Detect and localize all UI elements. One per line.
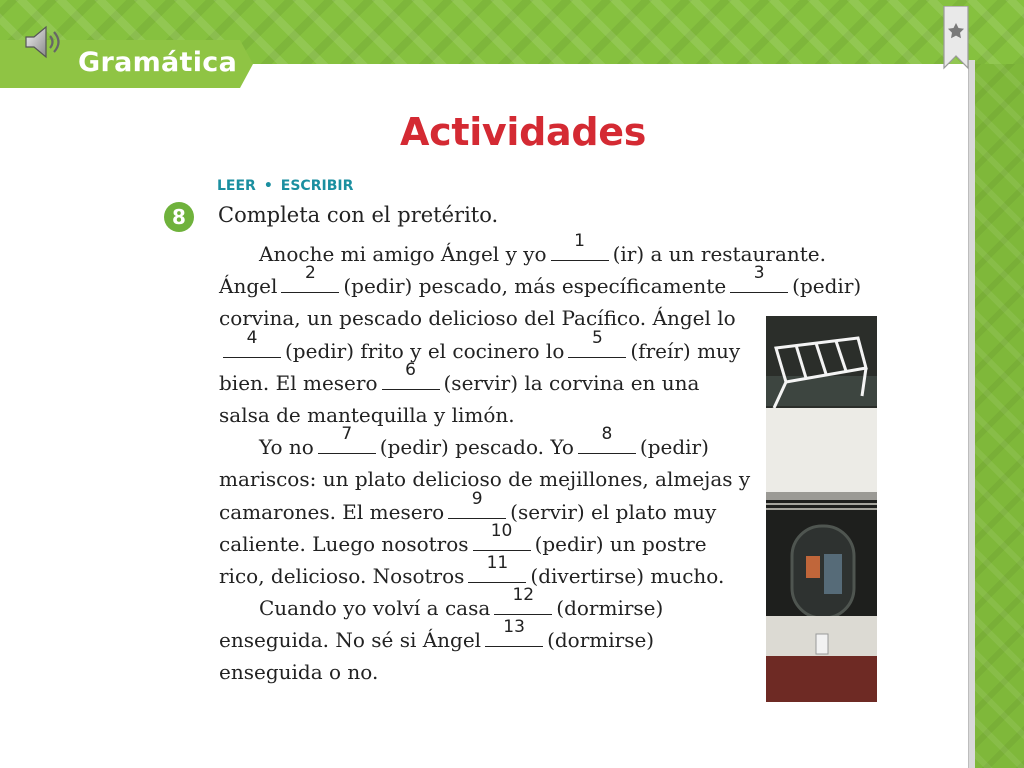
- exercise-text-segment: camarones. El mesero: [219, 499, 445, 524]
- restaurant-photo: [766, 316, 877, 702]
- activity-instructions: Completa con el pretérito.: [218, 203, 499, 227]
- answer-blank-12[interactable]: [494, 585, 552, 615]
- exercise-text-segment: enseguida. No sé si Ángel: [219, 628, 482, 653]
- exercise-text-segment: (pedir): [639, 435, 709, 460]
- blank-number: 3: [753, 263, 765, 284]
- blank-number: 2: [304, 263, 316, 284]
- exercise-line: [219, 263, 869, 302]
- blank-number: 10: [490, 520, 513, 541]
- exercise-text-segment: Ángel: [219, 274, 278, 299]
- exercise-text-segment: (dormirse): [547, 628, 655, 653]
- blank-number: 5: [591, 327, 603, 348]
- answer-blank-7[interactable]: [318, 424, 376, 454]
- exercise-text-segment: (pedir): [792, 274, 862, 299]
- exercise-text-segment: Anoche mi amigo Ángel y yo: [259, 242, 547, 266]
- exercise-text-segment: mariscos: un plato delicioso de mejillones, almejas y: [219, 467, 751, 492]
- blank-number: 7: [341, 424, 353, 445]
- answer-blank-11[interactable]: [468, 552, 526, 583]
- blank-number: 8: [601, 424, 613, 445]
- exercise-text-segment: rico, delicioso. Nosotros: [219, 563, 465, 588]
- answer-blank-8[interactable]: [578, 424, 636, 454]
- exercise-text-segment: (servir) la corvina en una: [443, 370, 700, 395]
- exercise-text-segment: Yo no: [259, 435, 314, 460]
- bullet-dot: •: [263, 178, 273, 194]
- answer-blank-1[interactable]: [551, 231, 609, 261]
- speaker-icon[interactable]: [22, 22, 62, 62]
- activity-heading: Actividades: [400, 110, 647, 154]
- exercise-text-segment: (pedir) pescado. Yo: [379, 435, 574, 460]
- exercise-text-segment: (ir) a un restaurante.: [612, 242, 826, 266]
- answer-blank-9[interactable]: [448, 488, 506, 519]
- blank-number: 9: [471, 488, 483, 509]
- answer-blank-10[interactable]: [473, 520, 531, 551]
- blank-number: 11: [486, 552, 509, 573]
- skills-labels: [217, 178, 353, 194]
- page-edge: [968, 60, 975, 768]
- answer-blank-4[interactable]: [223, 327, 281, 358]
- bookmark-icon[interactable]: [942, 6, 970, 70]
- exercise-text-segment: corvina, un pescado delicioso del Pacífico. Ángel lo: [219, 306, 736, 331]
- exercise-text-segment: caliente. Luego nosotros: [219, 531, 469, 556]
- exercise-text-segment: (divertirse) mucho.: [530, 563, 725, 588]
- answer-blank-13[interactable]: [485, 617, 543, 647]
- exercise-text-segment: Cuando yo volví a casa: [259, 596, 491, 621]
- exercise-text-segment: (servir) el plato muy: [510, 499, 717, 524]
- exercise-text-segment: (pedir) pescado, más específicamente: [343, 274, 727, 299]
- activity-number-badge: 8: [164, 202, 194, 232]
- skill-leer: LEER: [217, 178, 256, 194]
- answer-blank-6[interactable]: [382, 359, 440, 390]
- skill-escribir: ESCRIBIR: [280, 178, 354, 194]
- exercise-text-segment: enseguida o no.: [219, 660, 379, 685]
- exercise-text-segment: bien. El mesero: [219, 370, 378, 395]
- section-title: Gramática: [78, 47, 238, 78]
- exercise-text-segment: (pedir) frito y el cocinero lo: [285, 338, 565, 363]
- blank-number: 13: [503, 617, 525, 638]
- exercise-text-segment: salsa de mantequilla y limón.: [219, 402, 515, 427]
- answer-blank-2[interactable]: [281, 263, 339, 293]
- exercise-text-segment: (dormirse): [556, 596, 664, 621]
- blank-number: 1: [574, 231, 585, 251]
- blank-number: 4: [246, 327, 258, 348]
- blank-number: 6: [405, 359, 416, 380]
- answer-blank-3[interactable]: [730, 263, 788, 293]
- exercise-text-segment: (pedir) un postre: [534, 531, 707, 556]
- answer-blank-5[interactable]: [568, 327, 626, 358]
- exercise-text-segment: (freír) muy: [630, 338, 741, 363]
- blank-number: 12: [512, 585, 535, 606]
